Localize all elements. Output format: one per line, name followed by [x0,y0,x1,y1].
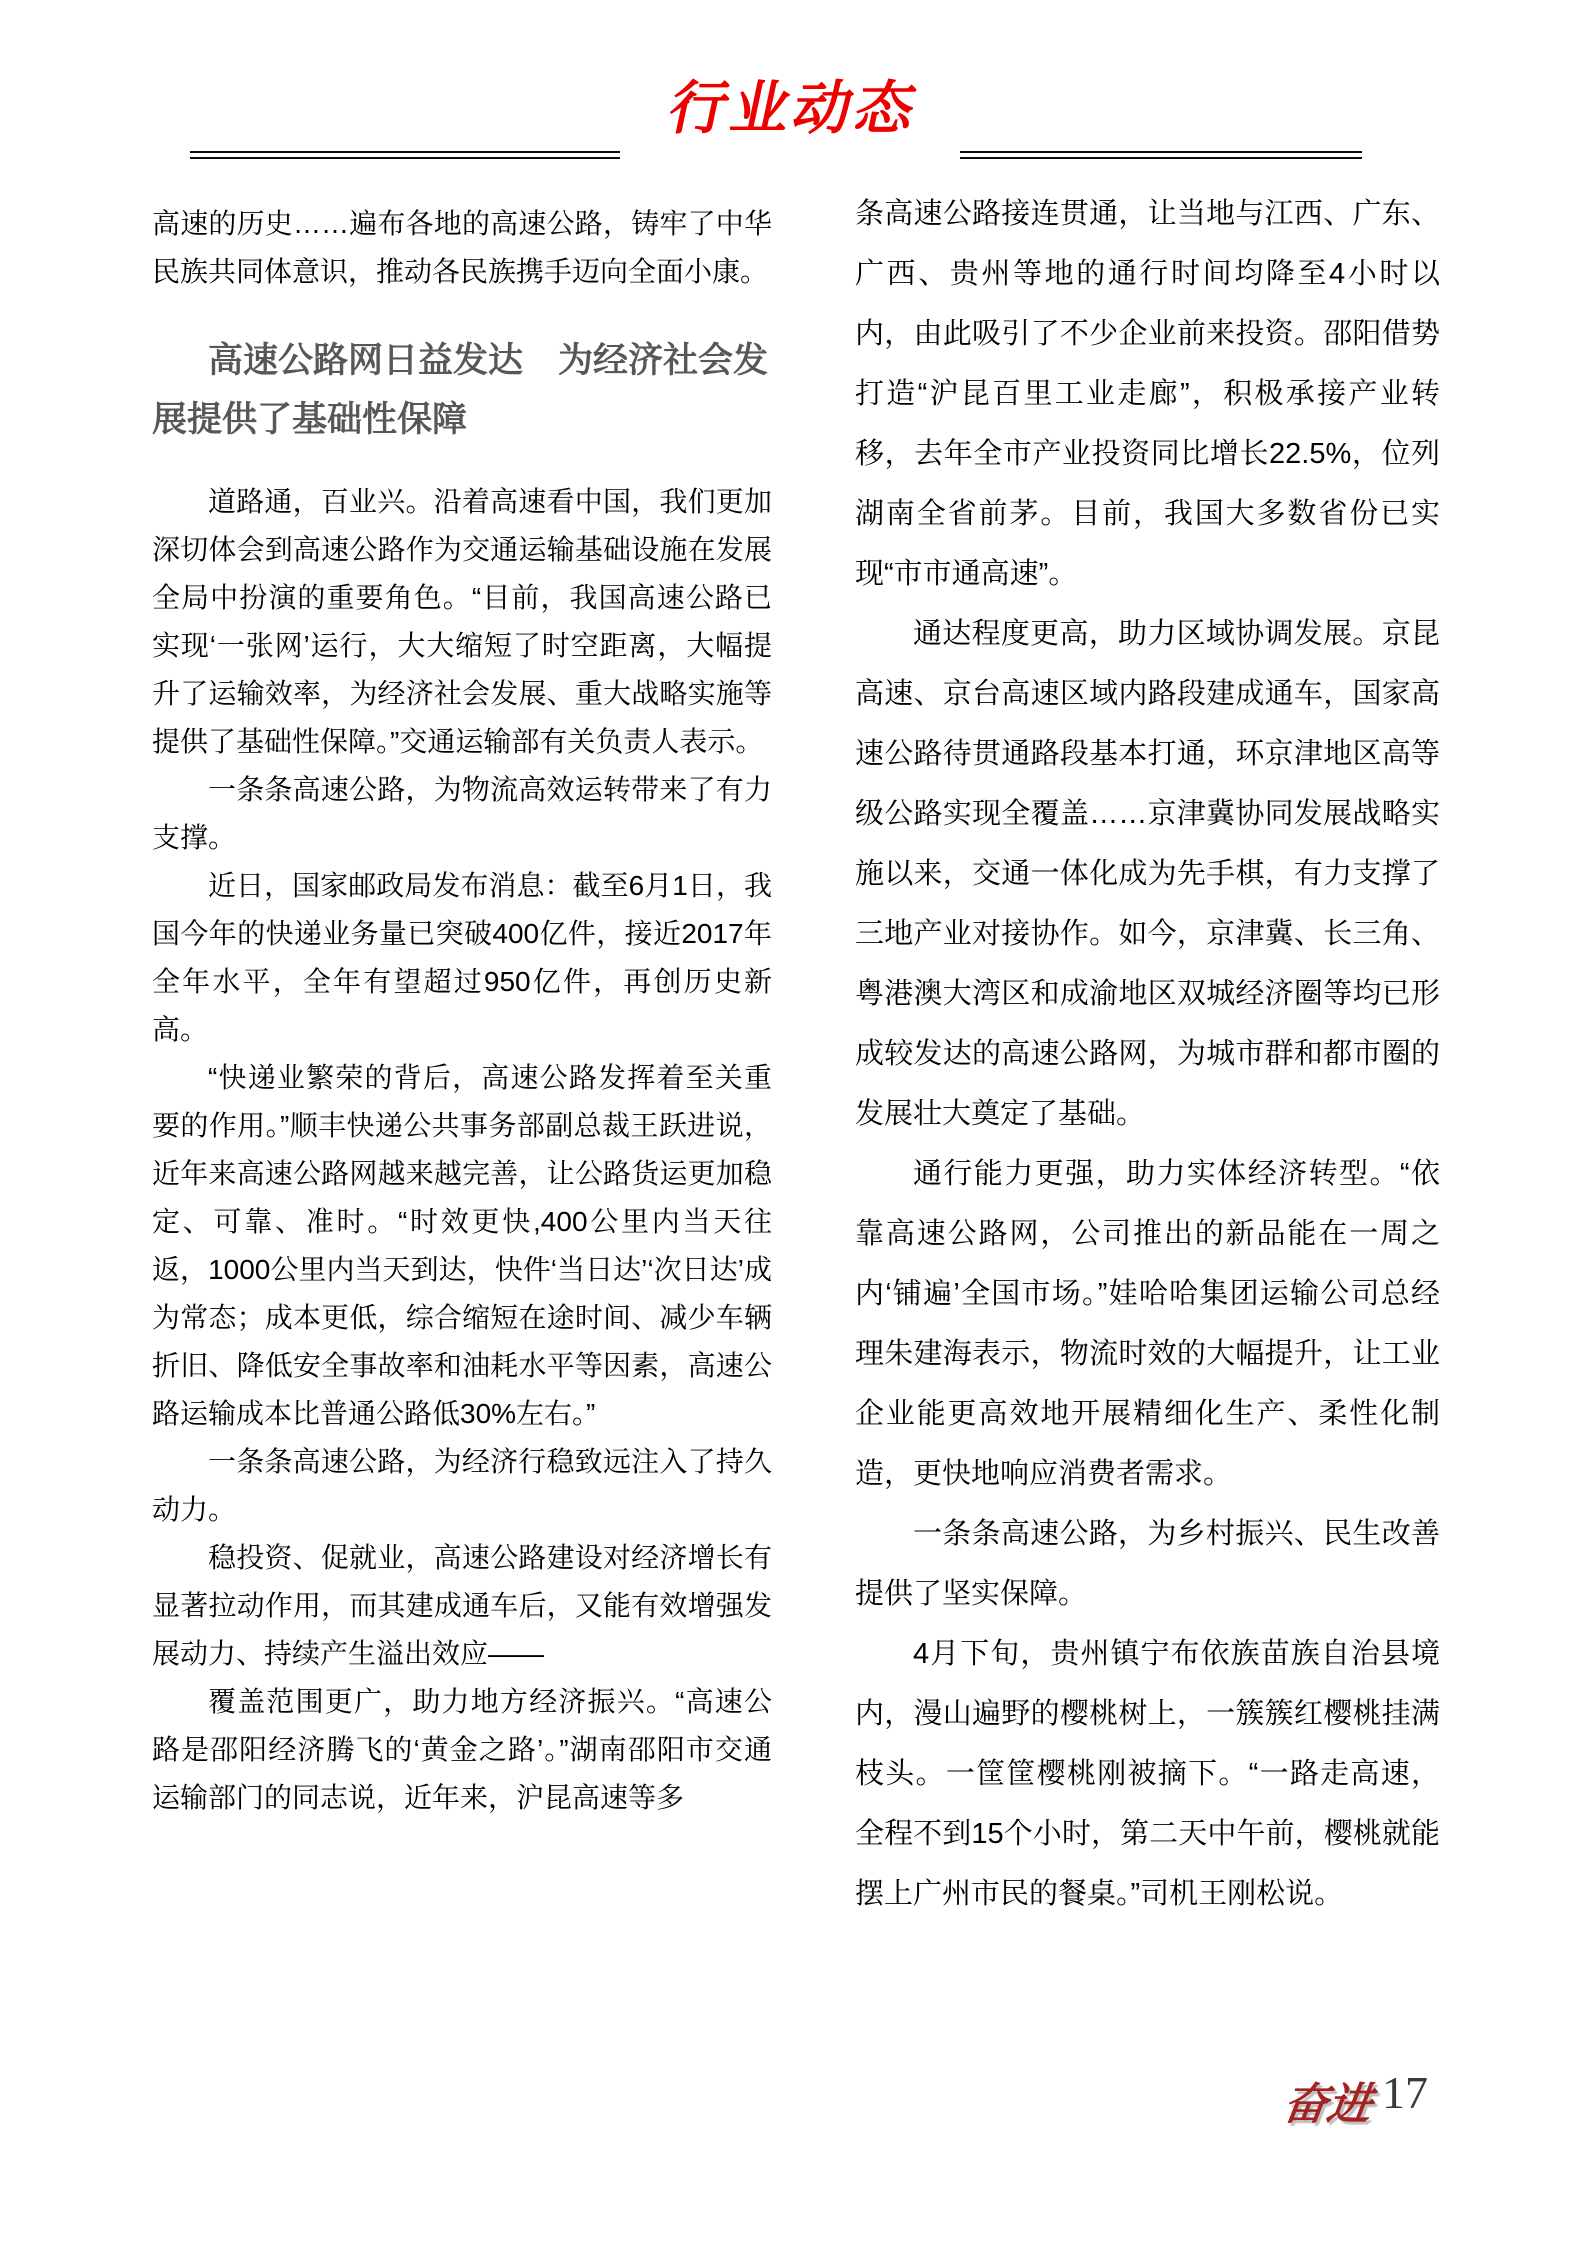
section-title: 行业动态 [663,76,926,141]
body-paragraph: 近日，国家邮政局发布消息：截至6月1日，我国今年的快递业务量已突破400亿件，接近2017年全年水平，全年有望超过950亿件，再创历史新高。 [152,870,772,1045]
section-heading: 高速公路网日益发达 为经济社会发展提供了基础性保障 [152,341,769,439]
body-paragraph: “快递业繁荣的背后，高速公路发挥着至关重要的作用。”顺丰快递公共事务部副总裁王跃进说，近年来高速公路网越来越完善，让公路货运更加稳定、可靠、准时。“时效更快,400公里内当天往返，1000公里内当天到达，快件‘当日达’‘次日达’成为常态；成本更低，综合缩短在途时间、减少车辆折旧、降低安全事故率和油耗水平等因素，高速公路运输成本比普通公路低30%左右。” [152,1062,772,1429]
brand-logo: 奋进 [1279,2080,1375,2129]
body-paragraph: 覆盖范围更广，助力地方经济振兴。“高速公路是邵阳经济腾飞的‘黄金之路’。”湖南邵阳市交通运输部门的同志说，近年来，沪昆高速等多 [152,1686,772,1813]
body-paragraph: 一条条高速公路，为经济行稳致远注入了持久动力。 [152,1446,772,1525]
header-rule-right [960,151,1362,159]
paragraph-continuation: 高速的历史……遍布各地的高速公路，铸牢了中华民族共同体意识，推动各民族携手迈向全面小康。 [152,208,772,287]
body-paragraph: 道路通，百业兴。沿着高速看中国，我们更加深切体会到高速公路作为交通运输基础设施在发展全局中扮演的重要角色。“目前，我国高速公路已实现‘一张网’运行，大大缩短了时空距离，大幅提升了运输效率，为经济社会发展、重大战略实施等提供了基础性保障。”交通运输部有关负责人表示。 [152,486,772,757]
header-rule-left [190,151,620,159]
body-paragraph: 通行能力更强，助力实体经济转型。“依靠高速公路网，公司推出的新品能在一周之内‘铺遍’全国市场。”娃哈哈集团运输公司总经理朱建海表示，物流时效的大幅提升，让工业企业能更高效地开展精细化生产、柔性化制造，更快地响应消费者需求。 [855,1158,1440,1490]
body-paragraph: 一条条高速公路，为物流高效运转带来了有力支撑。 [152,774,772,853]
left-column [152,200,772,1822]
page-number: 17 [1382,2067,1428,2118]
body-paragraph: 稳投资、促就业，高速公路建设对经济增长有显著拉动作用，而其建成通车后，又能有效增强发展动力、持续产生溢出效应—— [152,1542,772,1669]
paragraph-continuation: 条高速公路接连贯通，让当地与江西、广东、广西、贵州等地的通行时间均降至4小时以内，由此吸引了不少企业前来投资。邵阳借势打造“沪昆百里工业走廊”，积极承接产业转移，去年全市产业投资同比增长22.5%，位列湖南全省前茅。目前，我国大多数省份已实现“市市通高速”。 [855,198,1440,590]
body-paragraph: 4月下旬，贵州镇宁布依族苗族自治县境内，漫山遍野的樱桃树上，一簇簇红樱桃挂满枝头。一筐筐樱桃刚被摘下。“一路走高速，全程不到15个小时，第二天中午前，樱桃就能摆上广州市民的餐桌。”司机王刚松说。 [855,1638,1440,1910]
body-paragraph: 通达程度更高，助力区域协调发展。京昆高速、京台高速区域内路段建成通车，国家高速公路待贯通路段基本打通，环京津地区高等级公路实现全覆盖……京津冀协同发展战略实施以来，交通一体化成为先手棋，有力支撑了三地产业对接协作。如今，京津冀、长三角、粤港澳大湾区和成渝地区双城经济圈等均已形成较发达的高速公路网，为城市群和都市圈的发展壮大奠定了基础。 [855,618,1440,1130]
body-paragraph: 一条条高速公路，为乡村振兴、民生改善提供了坚实保障。 [855,1518,1440,1610]
right-column [855,184,1440,1924]
